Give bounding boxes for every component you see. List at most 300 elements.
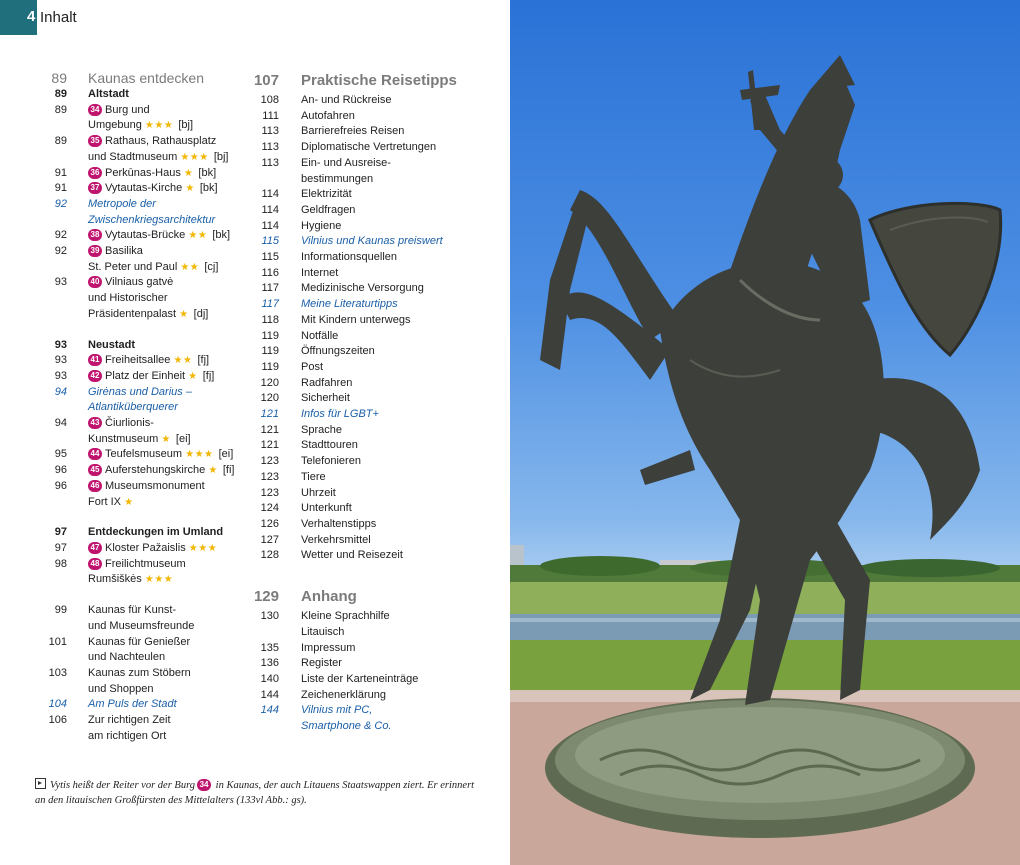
toc-entry[interactable]: [35, 572, 245, 588]
toc-page-number: 117: [261, 298, 279, 311]
rating-stars-icon: ★★: [180, 261, 200, 273]
toc-entry-label: Fort IX: [88, 495, 122, 508]
toc-entry[interactable]: [35, 134, 245, 150]
toc-page-number: 113: [261, 141, 279, 154]
toc-entry-text: [301, 313, 498, 329]
sight-number-badge: 34: [88, 104, 102, 116]
map-grid-code: [cj]: [204, 260, 219, 273]
toc-entry-text: [301, 688, 498, 704]
toc-entry-label: Teufelsmuseum: [105, 448, 183, 461]
toc-entry[interactable]: [35, 118, 245, 134]
toc-entry[interactable]: [248, 609, 498, 625]
toc-page-number: 128: [260, 549, 279, 562]
toc-entry[interactable]: [248, 454, 498, 470]
toc-page-number: [35, 400, 88, 416]
statue-photo: [510, 0, 1020, 865]
toc-page-number: [35, 291, 88, 307]
toc-entry[interactable]: [248, 172, 498, 188]
toc-entry-label: Öffnungszeiten: [301, 345, 375, 358]
toc-page-number: 118: [261, 313, 279, 326]
toc-entry-text: [88, 197, 245, 213]
toc-right-column: [248, 70, 498, 735]
toc-entry[interactable]: [35, 166, 245, 182]
toc-entry-text: [301, 470, 498, 486]
toc-entry[interactable]: [248, 187, 498, 203]
toc-entry-text: [301, 609, 498, 625]
toc-entry-text: [301, 533, 498, 549]
map-grid-code: [bj]: [213, 150, 229, 163]
toc-entry-label: Kaunas zum Stöbern: [88, 666, 191, 679]
toc-page-number: 121: [260, 439, 279, 452]
toc-entry-label: Perkūnas-Haus: [105, 166, 181, 179]
toc-entry-label: Zur richtigen Zeit: [88, 714, 171, 727]
toc-entry[interactable]: [35, 432, 245, 448]
toc-entry-text: [301, 719, 498, 735]
toc-page-number: 123: [260, 486, 279, 499]
map-grid-code: [fi]: [222, 464, 235, 477]
sight-number-badge: 37: [88, 182, 102, 194]
sight-number-badge: 44: [88, 448, 102, 460]
toc-entry[interactable]: [35, 541, 245, 557]
toc-entry-text: [88, 353, 245, 369]
toc-entry-label: Vilnius und Kaunas preiswert: [301, 235, 443, 248]
toc-entry-label: am richtigen Ort: [88, 729, 167, 742]
toc-entry-label: Register: [301, 657, 342, 670]
toc-page-number: 140: [260, 672, 279, 685]
rating-stars-icon: ★★★: [144, 574, 174, 586]
toc-page-number: [35, 213, 88, 229]
sight-number-badge: 43: [88, 417, 102, 429]
toc-entry-text: [88, 260, 245, 276]
toc-entry-text: [88, 338, 245, 354]
toc-entry-label: St. Peter und Paul: [88, 260, 178, 273]
toc-entry-text: [301, 586, 498, 608]
toc-page-number: 114: [261, 219, 279, 232]
toc-entry[interactable]: [248, 703, 498, 719]
vytis-statue-image: [510, 0, 1020, 865]
toc-entry-text: [88, 150, 245, 166]
rating-stars-icon: ★: [188, 370, 198, 382]
toc-entry-text: [301, 703, 498, 719]
rating-stars-icon: ★★★: [180, 151, 209, 163]
toc-entry-label: Basilika: [105, 245, 143, 258]
toc-entry-text: [301, 124, 498, 140]
toc-page-number: 108: [260, 94, 279, 106]
toc-entry-text: [88, 275, 245, 291]
toc-page-number: 111: [262, 109, 279, 122]
toc-entry[interactable]: [248, 586, 498, 608]
toc-entry-label: Vilniaus gatvė: [105, 276, 174, 289]
toc-entry[interactable]: [248, 203, 498, 219]
toc-entry[interactable]: [35, 307, 245, 323]
toc-entry-label: Vytautas-Kirche: [105, 182, 183, 195]
toc-entry-label: und Historischer: [88, 292, 168, 305]
caption-badge: 34: [197, 779, 211, 791]
toc-entry[interactable]: [248, 391, 498, 407]
toc-entry[interactable]: [248, 548, 498, 564]
toc-entry-text: [301, 281, 498, 297]
toc-page-number: 94: [54, 385, 67, 398]
photo-caption: [35, 778, 475, 808]
toc-entry-text: [88, 118, 245, 134]
toc-entry-text: [301, 454, 498, 470]
toc-entry-label: Atlantiküberquerer: [88, 401, 178, 414]
toc-page-number: 127: [260, 533, 279, 546]
toc-entry[interactable]: [248, 344, 498, 360]
toc-page-number: 115: [261, 251, 279, 264]
toc-entry-label: Rathaus, Rathausplatz: [105, 135, 217, 148]
rating-stars-icon: ★: [124, 496, 134, 508]
toc-page-number: 97: [54, 526, 67, 539]
toc-entry-label: Telefonieren: [301, 455, 361, 468]
toc-entry[interactable]: [35, 447, 245, 463]
toc-page-number: 124: [260, 502, 279, 515]
toc-entry-label: Kloster Pažaislis: [105, 541, 186, 554]
toc-page-number: 113: [261, 156, 279, 169]
toc-page-number: 97: [54, 541, 67, 554]
toc-entry[interactable]: [35, 70, 245, 86]
toc-entry-label: Internet: [301, 266, 339, 279]
toc-page-number: 107: [253, 72, 279, 89]
toc-entry-text: [301, 656, 498, 672]
toc-entry[interactable]: [35, 729, 245, 745]
toc-entry-label: und Museumsfreunde: [88, 619, 195, 632]
toc-entry[interactable]: [35, 666, 245, 682]
toc-page-number: 121: [260, 408, 279, 421]
toc-entry[interactable]: [35, 697, 245, 713]
toc-page-number: 115: [261, 235, 279, 248]
toc-entry[interactable]: [248, 376, 498, 392]
toc-entry-text: [301, 672, 498, 688]
toc-entry-label: und Stadtmuseum: [88, 150, 178, 163]
toc-entry[interactable]: [248, 266, 498, 282]
sight-number-badge: 35: [88, 135, 102, 147]
toc-entry[interactable]: [248, 70, 498, 92]
map-grid-code: [ei]: [218, 448, 234, 461]
toc-entry-text: [88, 134, 245, 150]
page-header: [0, 0, 100, 35]
toc-entry-label: Infos für LGBT+: [301, 408, 379, 421]
toc-entry-label: Zeichenerklärung: [301, 688, 386, 701]
toc-entry-text: [301, 156, 498, 172]
toc-entry[interactable]: [248, 313, 498, 329]
toc-entry-label: Burg und: [105, 103, 150, 116]
toc-page-number: 98: [54, 557, 67, 570]
toc-page-number: 144: [260, 704, 279, 717]
toc-entry[interactable]: [248, 109, 498, 125]
page-number: 4: [0, 0, 37, 35]
toc-entry[interactable]: [248, 140, 498, 156]
caption-text: Vytis heißt der Reiter vor der Burg: [50, 780, 196, 791]
toc-entry-text: [88, 166, 245, 182]
toc-entry-label: Diplomatische Vertretungen: [301, 141, 437, 154]
toc-entry[interactable]: [248, 470, 498, 486]
rating-stars-icon: ★: [161, 433, 171, 445]
toc-page-number: 95: [54, 448, 67, 461]
toc-page-number: [248, 172, 301, 188]
toc-entry-label: Präsidentenpalast: [88, 307, 177, 320]
toc-entry[interactable]: [35, 479, 245, 495]
toc-entry[interactable]: [35, 495, 245, 511]
sight-number-badge: 36: [88, 167, 102, 179]
toc-entry[interactable]: [35, 635, 245, 651]
toc-entry-text: [88, 213, 245, 229]
toc-entry-text: [301, 297, 498, 313]
toc-entry[interactable]: [248, 517, 498, 533]
toc-entry[interactable]: [35, 525, 245, 541]
toc-entry[interactable]: [35, 713, 245, 729]
toc-page-number: 113: [261, 125, 279, 138]
toc-page-number: 130: [260, 610, 279, 623]
toc-entry[interactable]: [35, 557, 245, 573]
toc-entry[interactable]: [35, 87, 245, 103]
toc-entry[interactable]: [248, 124, 498, 140]
toc-entry[interactable]: [35, 181, 245, 197]
toc-entry[interactable]: [248, 360, 498, 376]
toc-page-number: 120: [260, 392, 279, 405]
caption-text-cont: in Kaunas, der auch Litauens Staatswappen ziert. Er erinnert an den litauischen Großfürsten des Mittelalters (133vl Abb.: gs).: [35, 780, 475, 806]
toc-page-number: 119: [261, 345, 279, 358]
toc-entry[interactable]: [248, 423, 498, 439]
rating-stars-icon: ★: [179, 308, 189, 320]
toc-entry[interactable]: [35, 291, 245, 307]
toc-entry[interactable]: [248, 219, 498, 235]
toc-entry-label: Sprache: [301, 423, 342, 436]
toc-entry-label: Čiurlionis-: [105, 417, 154, 430]
toc-entry[interactable]: [35, 338, 245, 354]
toc-entry-text: [301, 109, 498, 125]
toc-entry-label: Uhrzeit: [301, 486, 336, 499]
toc-entry-text: [301, 250, 498, 266]
toc-entry-label: Elektrizität: [301, 188, 352, 201]
toc-entry-label: Platz der Einheit: [105, 369, 186, 382]
toc-page-number: 119: [261, 360, 279, 373]
toc-page-number: [35, 619, 88, 635]
toc-entry-text: [88, 729, 245, 745]
toc-entry-text: [88, 572, 245, 588]
sight-number-badge: 47: [88, 542, 102, 554]
map-grid-code: [fj]: [197, 354, 210, 367]
toc-entry[interactable]: [248, 501, 498, 517]
toc-entry[interactable]: [35, 385, 245, 401]
toc-entry[interactable]: [35, 603, 245, 619]
toc-entry[interactable]: [35, 260, 245, 276]
page-title: Inhalt: [40, 9, 77, 26]
toc-entry-text: [301, 423, 498, 439]
toc-entry[interactable]: [248, 93, 498, 109]
toc-entry-text: [88, 400, 245, 416]
map-grid-code: [bk]: [199, 182, 218, 195]
toc-entry-text: [301, 407, 498, 423]
toc-page-number: 129: [253, 588, 279, 606]
rating-stars-icon: ★: [183, 167, 194, 179]
toc-page-number: 91: [54, 166, 67, 179]
toc-page-number: 96: [54, 479, 67, 492]
toc-entry-label: Barrierefreies Reisen: [301, 125, 405, 138]
toc-entry-text: [88, 619, 245, 635]
toc-entry-text: [88, 103, 245, 119]
toc-entry-label: Geldfragen: [301, 203, 356, 216]
toc-entry-text: [88, 181, 245, 197]
toc-entry-label: Girėnas und Darius –: [88, 385, 192, 398]
toc-page-number: 96: [54, 464, 67, 477]
toc-entry[interactable]: [248, 329, 498, 345]
toc-entry-label: Zwischenkriegsarchitektur: [88, 213, 216, 226]
toc-entry-text: [88, 650, 245, 666]
toc-entry-text: [301, 360, 498, 376]
toc-page-number: 92: [54, 197, 67, 210]
toc-entry-text: [88, 635, 245, 651]
toc-entry[interactable]: [35, 682, 245, 698]
toc-entry-text: [301, 438, 498, 454]
sight-number-badge: 40: [88, 276, 102, 288]
sight-number-badge: 38: [88, 229, 102, 241]
toc-entry[interactable]: [248, 438, 498, 454]
toc-entry-label: und Nachteulen: [88, 651, 166, 664]
toc-entry[interactable]: [35, 416, 245, 432]
toc-entry-label: Vilnius mit PC,: [301, 704, 373, 717]
toc-entry-text: [88, 557, 245, 573]
toc-page-number: [35, 495, 88, 511]
toc-entry[interactable]: [248, 486, 498, 502]
toc-page-number: 93: [54, 338, 67, 351]
toc-entry-text: [88, 416, 245, 432]
toc-entry[interactable]: [248, 156, 498, 172]
toc-entry-text: [88, 70, 245, 86]
toc-entry-label: Neustadt: [88, 338, 136, 351]
map-grid-code: [bk]: [212, 229, 231, 242]
toc-entry[interactable]: [35, 244, 245, 260]
toc-entry-text: [88, 682, 245, 698]
toc-entry-label: Meine Literaturtipps: [301, 298, 398, 311]
toc-entry-text: [88, 228, 245, 244]
sight-number-badge: 41: [88, 354, 102, 366]
toc-entry-text: [88, 697, 245, 713]
toc-entry[interactable]: [35, 463, 245, 479]
toc-entry-label: Notfälle: [301, 329, 339, 342]
toc-entry-label: Vytautas-Brücke: [105, 229, 186, 242]
toc-entry-label: Kaunas für Genießer: [88, 635, 191, 648]
toc-page-number: 89: [54, 135, 67, 148]
toc-entry[interactable]: [248, 297, 498, 313]
toc-page-number: 94: [54, 417, 67, 430]
toc-entry-label: Impressum: [301, 641, 356, 654]
toc-page-number: 116: [261, 266, 279, 279]
rating-stars-icon: ★★: [188, 230, 208, 242]
toc-entry-text: [301, 501, 498, 517]
toc-entry-text: [88, 369, 245, 385]
toc-entry[interactable]: [248, 641, 498, 657]
toc-entry[interactable]: [248, 533, 498, 549]
toc-entry-text: [301, 172, 498, 188]
toc-entry-text: [301, 187, 498, 203]
toc-entry-text: [88, 495, 245, 511]
toc-entry-label: Kleine Sprachhilfe: [301, 610, 390, 623]
rating-stars-icon: ★: [185, 183, 195, 195]
toc-entry-text: [301, 266, 498, 282]
toc-page-number: 120: [260, 376, 279, 389]
toc-entry-text: [88, 447, 245, 463]
toc-entry-text: [301, 93, 498, 109]
toc-entry[interactable]: [35, 619, 245, 635]
toc-entry[interactable]: [35, 213, 245, 229]
toc-entry[interactable]: [248, 625, 498, 641]
toc-page-number: [35, 572, 88, 588]
toc-entry-label: bestimmungen: [301, 172, 374, 185]
toc-entry[interactable]: [248, 719, 498, 735]
toc-page-number: 104: [48, 698, 67, 711]
rating-stars-icon: ★★★: [144, 120, 174, 132]
toc-page-number: 93: [54, 354, 67, 367]
toc-entry[interactable]: [35, 150, 245, 166]
map-grid-code: [fj]: [202, 369, 215, 382]
toc-entry[interactable]: [35, 650, 245, 666]
toc-entry-label: Praktische Reisetipps: [301, 72, 457, 89]
toc-entry[interactable]: [35, 228, 245, 244]
toc-entry[interactable]: [248, 672, 498, 688]
toc-page-number: [35, 432, 88, 448]
toc-entry-text: [88, 713, 245, 729]
toc-entry-label: Am Puls der Stadt: [88, 698, 177, 711]
toc-entry-label: und Shoppen: [88, 682, 154, 695]
toc-page-number: [248, 625, 301, 641]
toc-page-number: 92: [54, 229, 67, 242]
toc-page-number: 103: [48, 666, 67, 679]
toc-entry-label: Smartphone & Co.: [301, 720, 392, 733]
rating-stars-icon: ★★★: [185, 449, 214, 461]
toc-entry-label: Kunstmuseum: [88, 432, 159, 445]
toc-entry[interactable]: [35, 369, 245, 385]
toc-page-number: 119: [261, 329, 279, 342]
toc-page-number: 89: [54, 88, 67, 100]
toc-entry-label: Radfahren: [301, 376, 353, 389]
toc-entry-label: Medizinische Versorgung: [301, 282, 424, 295]
rating-stars-icon: ★★: [173, 355, 193, 367]
sight-number-badge: 46: [88, 480, 102, 492]
toc-entry-label: Wetter und Reisezeit: [301, 549, 403, 562]
toc-entry[interactable]: [35, 275, 245, 291]
caption-arrow-icon: [35, 778, 46, 789]
toc-entry[interactable]: [248, 281, 498, 297]
toc-entry-text: [88, 307, 245, 323]
toc-entry[interactable]: [248, 656, 498, 672]
toc-entry[interactable]: [248, 407, 498, 423]
toc-entry[interactable]: [35, 353, 245, 369]
toc-left-column: [35, 70, 245, 744]
toc-entry-text: [88, 87, 245, 103]
toc-entry-text: [88, 463, 245, 479]
toc-entry[interactable]: [35, 400, 245, 416]
toc-entry-label: Metropole der: [88, 197, 156, 210]
toc-entry-text: [301, 234, 498, 250]
toc-entry[interactable]: [248, 250, 498, 266]
toc-entry-label: Mit Kindern unterwegs: [301, 313, 411, 326]
toc-entry-label: Unterkunft: [301, 502, 352, 515]
toc-entry-label: Kaunas für Kunst-: [88, 604, 177, 617]
toc-entry-label: An- und Rückreise: [301, 94, 392, 106]
toc-entry[interactable]: [248, 688, 498, 704]
toc-entry-label: Kaunas entdecken: [88, 70, 204, 86]
toc-entry-text: [301, 70, 498, 92]
toc-page-number: 114: [261, 188, 279, 201]
toc-page-number: 126: [260, 517, 279, 530]
toc-entry[interactable]: [35, 197, 245, 213]
toc-entry-label: Tiere: [301, 470, 326, 483]
toc-entry[interactable]: [35, 103, 245, 119]
toc-page-number: 123: [260, 470, 279, 483]
toc-entry[interactable]: [248, 234, 498, 250]
toc-page-number: 93: [54, 276, 67, 289]
